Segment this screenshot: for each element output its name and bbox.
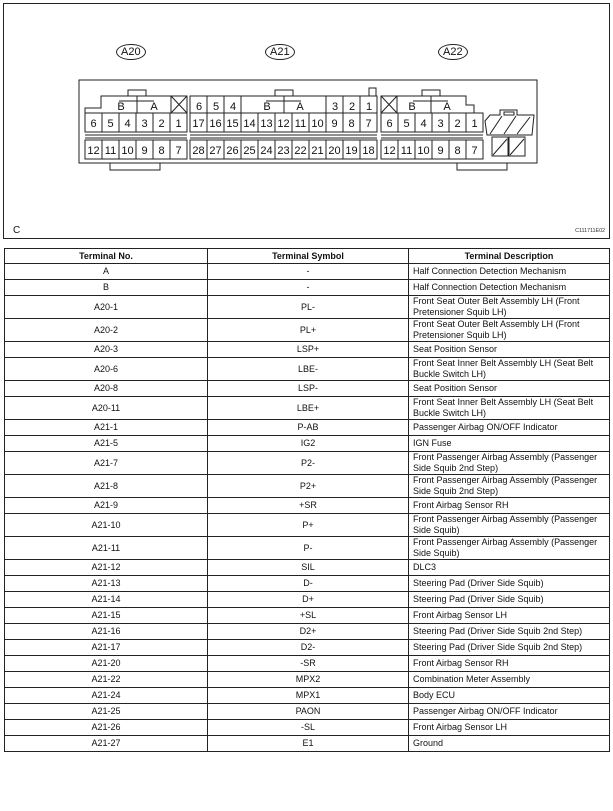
terminal-description-cell: Front Passenger Airbag Assembly (Passenger Side Squib 2nd Step): [409, 475, 610, 498]
terminal-number: 6: [386, 118, 393, 130]
connector-housing: [79, 80, 537, 163]
terminal-no-cell: A21-14: [5, 592, 208, 608]
terminal-number: 10: [121, 145, 134, 157]
table-row: [5, 672, 610, 688]
table-row: [5, 358, 610, 381]
terminal-no-cell: A21-16: [5, 624, 208, 640]
terminal-description-cell: Front Airbag Sensor LH: [409, 608, 610, 624]
table-row: [5, 720, 610, 736]
terminal-description-cell: Front Seat Inner Belt Assembly LH (Seat Belt Buckle Switch LH): [409, 358, 610, 381]
table-row: [5, 608, 610, 624]
table-row: [5, 640, 610, 656]
connector-diagram: [3, 3, 610, 239]
table-row: [5, 381, 610, 397]
connector-drawing: [4, 4, 609, 238]
terminal-description-cell: Steering Pad (Driver Side Squib): [409, 576, 610, 592]
terminal-number: 12: [87, 145, 100, 157]
terminal-description-cell: Steering Pad (Driver Side Squib 2nd Step): [409, 624, 610, 640]
terminal-symbol-cell: -: [208, 264, 409, 280]
terminal-description-cell: DLC3: [409, 560, 610, 576]
terminal-label-b: B: [408, 101, 416, 113]
header-terminal-description: Terminal Description: [409, 249, 610, 264]
hatch-lines: [490, 116, 530, 134]
terminal-number: 3: [141, 118, 148, 130]
figure-label: C: [13, 225, 21, 236]
terminal-symbol-cell: -SR: [208, 656, 409, 672]
terminal-no-cell: A21-22: [5, 672, 208, 688]
table-row: [5, 560, 610, 576]
terminal-number: 4: [229, 101, 237, 113]
terminal-description-cell: Front Airbag Sensor RH: [409, 656, 610, 672]
terminal-number: 10: [417, 145, 430, 157]
terminal-no-cell: A20-11: [5, 397, 208, 420]
table-row: [5, 576, 610, 592]
terminal-no-cell: A21-7: [5, 452, 208, 475]
terminal-number: 12: [383, 145, 396, 157]
a22-lock-tab: [422, 90, 440, 96]
terminal-number: 26: [226, 145, 239, 157]
terminal-number: 14: [243, 118, 256, 130]
terminal-number: 24: [260, 145, 273, 157]
terminal-description-cell: Seat Position Sensor: [409, 381, 610, 397]
terminal-no-cell: A20-8: [5, 381, 208, 397]
terminal-symbol-cell: D2+: [208, 624, 409, 640]
terminal-symbol-cell: +SL: [208, 608, 409, 624]
table-row: [5, 624, 610, 640]
terminal-number: 8: [348, 118, 355, 130]
table-row: [5, 514, 610, 537]
terminal-number: 9: [437, 145, 444, 157]
terminal-description-cell: Front Seat Outer Belt Assembly LH (Front Pretensioner Squib LH): [409, 319, 610, 342]
terminal-number: 3: [437, 118, 444, 130]
terminal-number: 18: [362, 145, 375, 157]
terminal-description-cell: Steering Pad (Driver Side Squib): [409, 592, 610, 608]
terminal-symbol-cell: LBE-: [208, 358, 409, 381]
table-row: [5, 319, 610, 342]
terminal-symbol-cell: P2-: [208, 452, 409, 475]
terminal-number: 1: [471, 118, 478, 130]
a20-top-outline: [85, 96, 187, 113]
terminal-number: 5: [403, 118, 410, 130]
terminal-no-cell: A21-17: [5, 640, 208, 656]
figure-code: C111711E02: [575, 228, 605, 234]
terminal-symbol-cell: P2+: [208, 475, 409, 498]
terminal-no-cell: A21-11: [5, 537, 208, 560]
terminal-description-cell: Body ECU: [409, 688, 610, 704]
terminal-symbol-cell: D2-: [208, 640, 409, 656]
terminal-number: 7: [365, 118, 372, 130]
terminal-description-cell: Front Seat Inner Belt Assembly LH (Seat Belt Buckle Switch LH): [409, 397, 610, 420]
a20-bottom-tab: [110, 163, 160, 170]
terminal-no-cell: A20-3: [5, 342, 208, 358]
terminal-number: 5: [107, 118, 114, 130]
terminal-description-cell: Combination Meter Assembly: [409, 672, 610, 688]
terminal-number: 3: [331, 101, 339, 113]
terminal-number: 1: [365, 101, 373, 113]
terminal-no-cell: A21-25: [5, 704, 208, 720]
terminal-description-cell: Front Airbag Sensor RH: [409, 498, 610, 514]
terminal-description-cell: Front Airbag Sensor LH: [409, 720, 610, 736]
terminal-symbol-cell: -: [208, 280, 409, 296]
terminal-symbol-cell: P-AB: [208, 420, 409, 436]
terminal-no-cell: A: [5, 264, 208, 280]
terminal-number: A: [296, 101, 304, 113]
terminal-description-cell: Front Seat Outer Belt Assembly LH (Front Pretensioner Squib LH): [409, 296, 610, 319]
terminal-symbol-cell: IG2: [208, 436, 409, 452]
terminal-label-a: A: [150, 101, 158, 113]
terminal-number: 23: [277, 145, 290, 157]
terminal-no-cell: A21-12: [5, 560, 208, 576]
terminal-number: 4: [124, 118, 131, 130]
terminal-symbol-cell: D+: [208, 592, 409, 608]
table-row: [5, 704, 610, 720]
terminal-number: 10: [311, 118, 324, 130]
terminal-symbol-cell: MPX1: [208, 688, 409, 704]
header-terminal-symbol: Terminal Symbol: [208, 249, 409, 264]
table-row: [5, 436, 610, 452]
terminal-number: 11: [400, 145, 413, 157]
terminal-number: 11: [294, 118, 307, 130]
terminal-description-cell: Half Connection Detection Mechanism: [409, 280, 610, 296]
terminal-description-cell: IGN Fuse: [409, 436, 610, 452]
terminal-number: 6: [195, 101, 203, 113]
terminal-no-cell: A21-10: [5, 514, 208, 537]
terminal-no-cell: A20-2: [5, 319, 208, 342]
terminal-symbol-cell: D-: [208, 576, 409, 592]
terminal-symbol-cell: LSP-: [208, 381, 409, 397]
terminal-number: 12: [277, 118, 290, 130]
terminal-no-cell: B: [5, 280, 208, 296]
header-terminal-no: Terminal No.: [5, 249, 208, 264]
terminal-description-cell: Front Passenger Airbag Assembly (Passenger Side Squib): [409, 514, 610, 537]
terminal-symbol-cell: P-: [208, 537, 409, 560]
terminal-description-cell: Half Connection Detection Mechanism: [409, 264, 610, 280]
plug-lock-tab: [504, 112, 514, 115]
terminal-number: 28: [192, 145, 205, 157]
terminal-no-cell: A21-27: [5, 736, 208, 752]
table-row: [5, 296, 610, 319]
terminal-number: 9: [141, 145, 148, 157]
table-row: [5, 688, 610, 704]
terminal-number: 2: [158, 118, 165, 130]
terminal-number: 15: [226, 118, 239, 130]
terminal-number: 8: [158, 145, 165, 157]
terminal-description-cell: Passenger Airbag ON/OFF Indicator: [409, 420, 610, 436]
table-row: [5, 656, 610, 672]
table-row: [5, 475, 610, 498]
terminal-no-cell: A20-1: [5, 296, 208, 319]
terminal-number: 7: [175, 145, 182, 157]
terminal-number: 8: [454, 145, 461, 157]
table-row: [5, 537, 610, 560]
terminal-number: 4: [420, 118, 427, 130]
connector-label-a21: A21: [265, 44, 295, 60]
terminal-number: 7: [471, 145, 478, 157]
terminal-no-cell: A21-8: [5, 475, 208, 498]
terminal-no-cell: A21-9: [5, 498, 208, 514]
terminal-symbol-cell: PAON: [208, 704, 409, 720]
terminal-label-a: A: [443, 101, 451, 113]
terminal-no-cell: A21-20: [5, 656, 208, 672]
terminal-description-cell: Front Passenger Airbag Assembly (Passenger Side Squib 2nd Step): [409, 452, 610, 475]
terminal-description-cell: Seat Position Sensor: [409, 342, 610, 358]
terminal-description-cell: Passenger Airbag ON/OFF Indicator: [409, 704, 610, 720]
table-header-row: [5, 249, 610, 264]
terminal-label-b: B: [117, 101, 125, 113]
table-row: [5, 420, 610, 436]
x-mark-icon: [381, 96, 397, 113]
terminal-no-cell: A20-6: [5, 358, 208, 381]
terminal-description-cell: Front Passenger Airbag Assembly (Passenger Side Squib): [409, 537, 610, 560]
terminal-number: 21: [311, 145, 324, 157]
connector-label-a20: A20: [116, 44, 146, 60]
terminal-number: 11: [104, 145, 117, 157]
connector-label-a22: A22: [438, 44, 468, 60]
terminal-number: 9: [331, 118, 338, 130]
terminal-symbol-cell: +SR: [208, 498, 409, 514]
terminal-symbol-cell: MPX2: [208, 672, 409, 688]
table-row: [5, 452, 610, 475]
terminal-no-cell: A21-15: [5, 608, 208, 624]
terminal-number: 17: [192, 118, 205, 130]
table-row: [5, 592, 610, 608]
terminal-symbol-cell: SIL: [208, 560, 409, 576]
terminal-number: 13: [260, 118, 273, 130]
terminal-symbol-cell: LBE+: [208, 397, 409, 420]
terminal-description-cell: Steering Pad (Driver Side Squib 2nd Step): [409, 640, 610, 656]
terminal-no-cell: A21-1: [5, 420, 208, 436]
a20-lock-tab: [128, 90, 146, 96]
terminal-description-cell: Ground: [409, 736, 610, 752]
terminal-number: 1: [175, 118, 182, 130]
a21-lock-tab: [275, 90, 293, 96]
terminal-symbol-cell: LSP+: [208, 342, 409, 358]
terminal-number: 2: [348, 101, 356, 113]
terminal-no-cell: A21-5: [5, 436, 208, 452]
terminal-no-cell: A21-24: [5, 688, 208, 704]
terminal-symbol-cell: PL-: [208, 296, 409, 319]
terminal-number: 22: [294, 145, 307, 157]
terminal-number: 19: [345, 145, 358, 157]
terminal-number: 20: [328, 145, 341, 157]
terminal-number: B: [263, 101, 271, 113]
terminal-symbol-cell: E1: [208, 736, 409, 752]
table-row: [5, 736, 610, 752]
terminal-number: 2: [454, 118, 461, 130]
terminal-number: 27: [209, 145, 222, 157]
terminal-number: 16: [209, 118, 222, 130]
terminal-number: 6: [90, 118, 97, 130]
terminal-symbol-cell: PL+: [208, 319, 409, 342]
table-row: [5, 397, 610, 420]
table-row: [5, 342, 610, 358]
terminal-number: 5: [212, 101, 220, 113]
terminal-number: 25: [243, 145, 256, 157]
a22-bottom-tab: [457, 163, 507, 170]
terminal-symbol-cell: P+: [208, 514, 409, 537]
x-mark-icon: [171, 96, 187, 113]
terminal-symbol-cell: -SL: [208, 720, 409, 736]
terminal-table: [4, 248, 610, 752]
table-row: [5, 264, 610, 280]
terminal-no-cell: A21-13: [5, 576, 208, 592]
table-row: [5, 280, 610, 296]
table-row: [5, 498, 610, 514]
terminal-no-cell: A21-26: [5, 720, 208, 736]
